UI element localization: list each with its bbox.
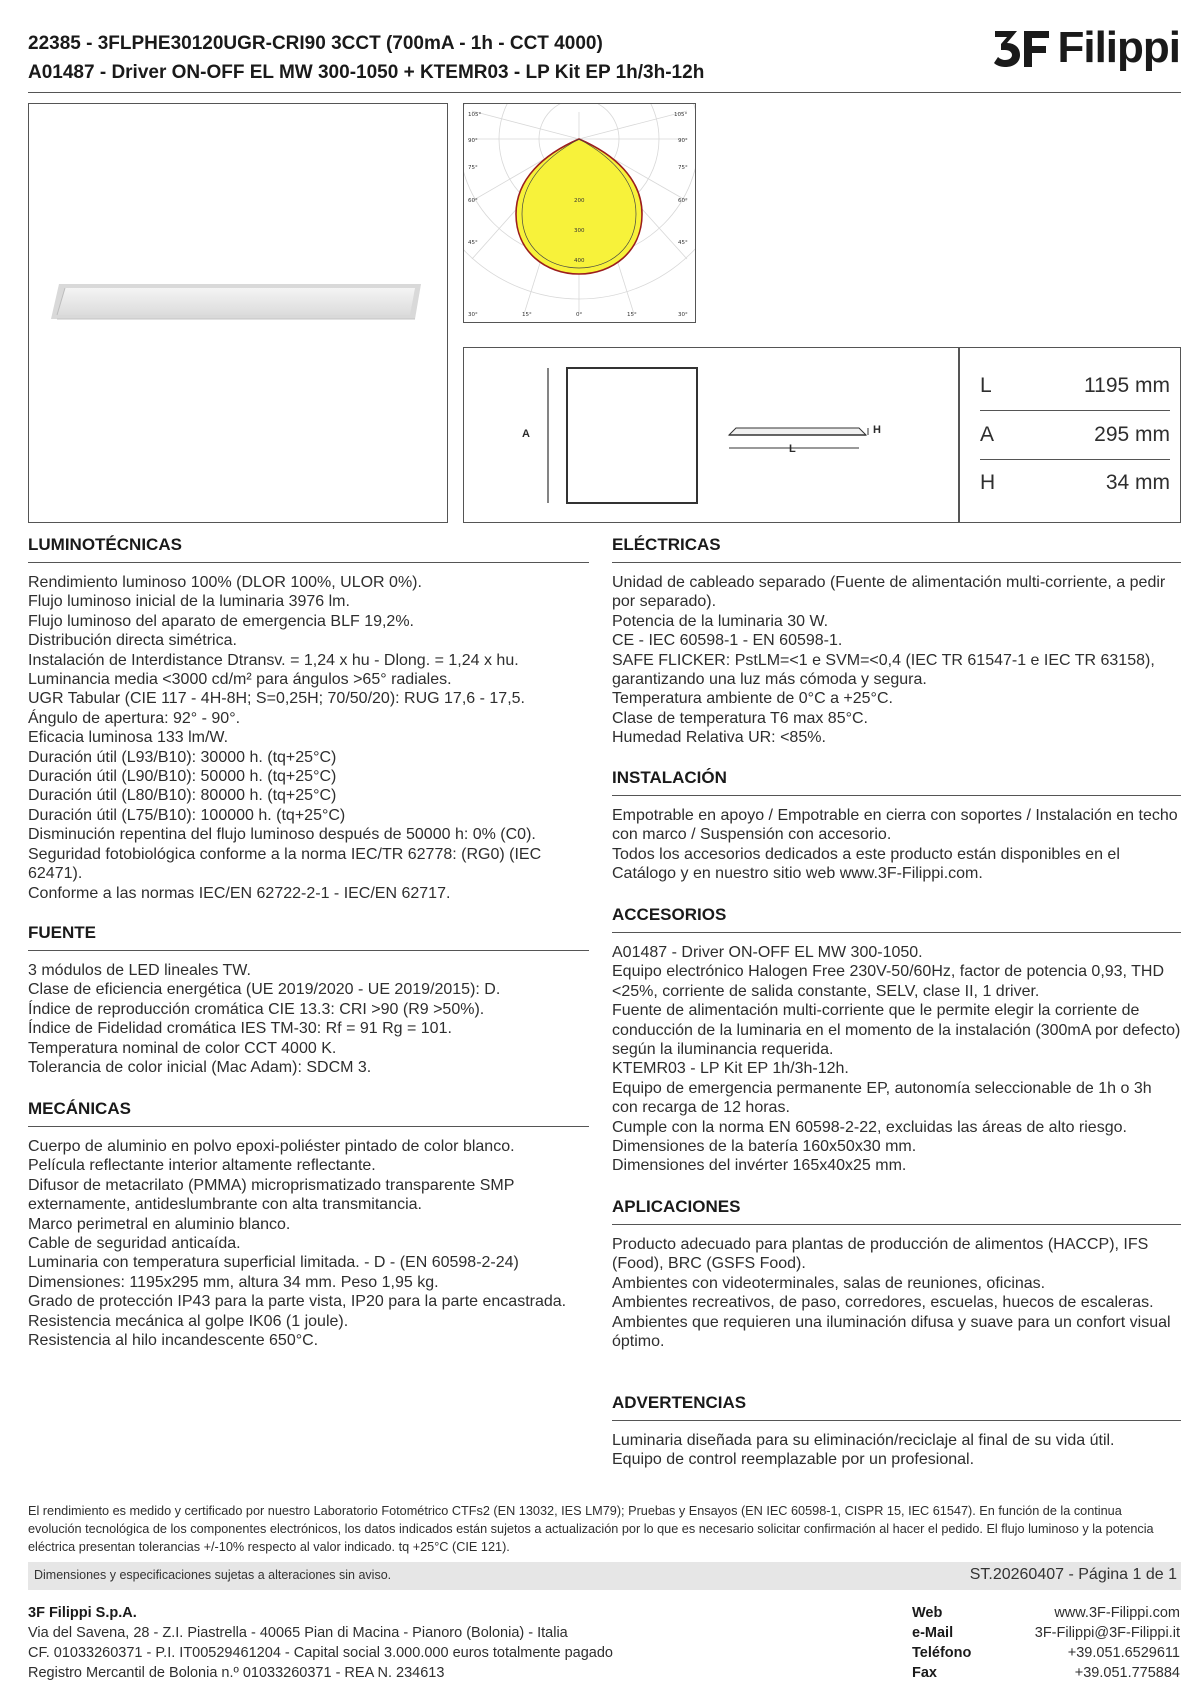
section-rule — [612, 795, 1181, 796]
section-body-instalacion — [612, 806, 1181, 884]
section-body-luminotecnicas — [28, 573, 589, 903]
spec-line: Distribución directa simétrica. — [28, 632, 237, 650]
spec-line: Equipo electrónico Halogen Free 230V-50/60Hz, factor de potencia 0,93, THD <25%, corriente de salida constante, SELV, clase II, 1 driver. — [612, 963, 1165, 1000]
company-address: Via del Savena, 28 - Z.I. Piastrella - 40065 Pian di Macina - Pianoro (Bolonia) - Italia — [28, 1625, 568, 1641]
company-registry: Registro Mercantil de Bolonia n.º 01033260371 - REA N. 234613 — [28, 1665, 445, 1681]
spec-line: Grado de protección IP43 para la parte vista, IP20 para la parte encastrada. — [28, 1293, 567, 1311]
spec-line: Rendimiento luminoso 100% (DLOR 100%, ULOR 0%). — [28, 574, 422, 591]
spec-line: Tolerancia de color inicial (Mac Adam): SDCM 3. — [28, 1059, 372, 1077]
section-body-advertencias — [612, 1431, 1181, 1470]
spec-line: Cable de seguridad anticaída. — [28, 1235, 241, 1253]
contact-label-web: Web — [912, 1605, 943, 1621]
spec-line: Película reflectante interior altamente reflectante. — [28, 1157, 376, 1175]
dim-key: A — [980, 423, 995, 446]
polar-bottom-15r: 15° — [627, 312, 637, 318]
polar-right-75: 75° — [678, 165, 688, 171]
contact-phone: +39.051.6529611 — [1067, 1645, 1180, 1661]
spec-line: Marco perimetral en aluminio blanco. — [28, 1215, 291, 1233]
spec-line: Ángulo de apertura: 92° - 90°. — [28, 709, 241, 727]
spec-line: Eficacia luminosa 133 lm/W. — [28, 729, 229, 747]
spec-line: Flujo luminoso inicial de la luminaria 3976 lm. — [28, 593, 350, 611]
spec-line: Humedad Relativa UR: <85%. — [612, 729, 826, 747]
dim-label-a: A — [522, 428, 530, 440]
spec-line: Unidad de cableado separado (Fuente de alimentación multi-corriente, a pedir por separado). — [612, 574, 1166, 611]
spec-line: Producto adecuado para plantas de producción de alimentos (HACCP), IFS (Food), BRC (GSFS Food). — [612, 1236, 1149, 1273]
polar-curve-diagram — [464, 104, 695, 322]
section-body-fuente — [28, 961, 589, 1077]
section-title-luminotecnicas: LUMINOTÉCNICAS — [28, 535, 182, 554]
spec-line: Potencia de la luminaria 30 W. — [612, 612, 829, 630]
dim-value: 295 mm — [1094, 423, 1170, 446]
contact-email-link[interactable]: 3F-Filippi@3F-Filippi.it — [1034, 1625, 1180, 1641]
contact-label-fax: Fax — [912, 1665, 937, 1681]
page-reference: ST.20260407 - Página 1 de 1 — [969, 1566, 1177, 1583]
spec-line: SAFE FLICKER: PstLM=<1 e SVM=<0,4 (IEC TR 61547-1 e IEC TR 63158), garantizando una luz más cómoda y segura. — [612, 651, 1155, 689]
disclaimer-text: El rendimiento es medido y certificado por nuestro Laboratorio Fotométrico CTFs2 (EN 13032, IES LM79); Pruebas y Ensayos (EN IEC 60598-1, CISPR 15, IEC 61547). En función de la continua evolución tecnológica de los componentes electrónicos, los datos indicados están sujetos a actualización por lo que es necesario solicitar confirmación al hacer el pedido. El flujo luminoso y la potencia eléctrica presentan tolerancias +/-10% respecto al valor indicado. tq +25°C (CIE 121). — [28, 1504, 1154, 1554]
notice-bar — [28, 1562, 1181, 1590]
section-rule — [612, 1420, 1181, 1421]
polar-radial-300: 300 — [574, 228, 585, 234]
contact-fax: +39.051.775884 — [1074, 1665, 1180, 1681]
spec-line: Clase de eficiencia energética (UE 2019/2020 - UE 2019/2015): D. — [28, 981, 501, 999]
spec-line: Duración útil (L80/B10): 80000 h. (tq+25°C) — [28, 787, 337, 805]
section-title-accesorios: ACCESORIOS — [612, 905, 727, 924]
product-image-frame — [28, 103, 448, 523]
spec-line: Empotrable en apoyo / Empotrable en cierra con soportes / Instalación en techo con marco / Suspensión con accesorio. — [612, 807, 1178, 844]
spec-line: Conforme a las normas IEC/EN 62722-2-1 - IEC/EN 62717. — [28, 884, 451, 902]
polar-left-75: 75° — [468, 165, 478, 171]
dim-row-a — [980, 423, 1170, 453]
spec-line: Clase de temperatura T6 max 85°C. — [612, 709, 868, 727]
spec-line: KTEMR03 - LP Kit EP 1h/3h-12h. — [612, 1060, 849, 1078]
polar-bottom-0: 0° — [576, 312, 583, 318]
section-rule — [28, 950, 589, 951]
spec-line: Disminución repentina del flujo luminoso después de 50000 h: 0% (C0). — [28, 826, 536, 844]
contact-label-email: e-Mail — [912, 1625, 954, 1641]
company-name: 3F Filippi S.p.A. — [28, 1605, 137, 1621]
dim-row-h — [980, 471, 1170, 501]
spec-line: Equipo de control reemplazable por un profesional. — [612, 1451, 975, 1469]
spec-line: Dimensiones del invérter 165x40x25 mm. — [612, 1157, 907, 1175]
panel-luminaire-image — [29, 104, 446, 521]
spec-line: Índice de reproducción cromática CIE 13.3: CRI >90 (R9 >50%). — [28, 1000, 485, 1018]
spec-line: Temperatura nominal de color CCT 4000 K. — [28, 1039, 337, 1057]
dim-label-h: H — [873, 424, 881, 436]
spec-line: Fuente de alimentación multi-corriente que le permite elegir la corriente de conducción de la luminaria en el momento de la instalación (300mA por defecto) según la iluminancia requerida. — [612, 1002, 1181, 1059]
spec-line: Temperatura ambiente de 0°C a +25°C. — [612, 690, 893, 708]
polar-radial-400: 400 — [574, 258, 585, 264]
section-rule — [612, 1224, 1181, 1225]
section-rule — [612, 932, 1181, 933]
section-body-accesorios — [612, 943, 1181, 1176]
spec-line: Cumple con la norma EN 60598-2-22, excluidas las áreas de alto riesgo. — [612, 1118, 1127, 1136]
polar-right-105: 105° — [674, 112, 688, 118]
section-rule — [28, 562, 589, 563]
section-body-electricas — [612, 573, 1181, 748]
spec-line: UGR Tabular (CIE 117 - 4H-8H; S=0,25H; 70/50/20): RUG 17,6 - 17,5. — [28, 690, 525, 708]
spec-line: Duración útil (L90/B10): 50000 h. (tq+25°C) — [28, 768, 337, 786]
spec-line: Resistencia mecánica al golpe IK06 (1 joule). — [28, 1312, 349, 1330]
polar-bottom-15l: 15° — [522, 312, 532, 318]
polar-bottom-30l: 30° — [468, 312, 478, 318]
spec-line: Luminaria diseñada para su eliminación/reciclaje al final de su vida útil. — [612, 1432, 1115, 1449]
spec-line: Cuerpo de aluminio en polvo epoxi-poliéster pintado de color blanco. — [28, 1138, 515, 1155]
company-tax-info: CF. 01033260371 - P.I. IT00529461204 - Capital social 3.000.000 euros totalmente pagado — [28, 1645, 613, 1661]
dim-row-rule — [980, 410, 1170, 411]
spec-line: Ambientes que requieren una iluminación difusa y suave para un confort visual óptimo. — [612, 1313, 1171, 1351]
polar-right-45: 45° — [678, 240, 688, 246]
spec-line: Equipo de emergencia permanente EP, autonomía seleccionable de 1h o 3h con recarga de 12 horas. — [612, 1079, 1152, 1117]
spec-line: Dimensiones de la batería 160x50x30 mm. — [612, 1138, 917, 1156]
polar-radial-200: 200 — [574, 198, 585, 204]
spec-line: A01487 - Driver ON-OFF EL MW 300-1050. — [612, 944, 923, 961]
polar-diagram-frame — [463, 103, 696, 323]
spec-line: Ambientes con videoterminales, salas de reuniones, oficinas. — [612, 1274, 1046, 1292]
section-rule — [612, 562, 1181, 563]
section-title-advertencias: ADVERTENCIAS — [612, 1393, 747, 1412]
polar-right-60: 60° — [678, 198, 688, 204]
spec-line: Flujo luminoso del aparato de emergencia BLF 19,2%. — [28, 612, 414, 630]
polar-bottom-30r: 30° — [678, 312, 688, 318]
spec-line: Luminaria con temperatura superficial limitada. - D - (EN 60598-2-24) — [28, 1254, 519, 1272]
spec-line: Duración útil (L75/B10): 100000 h. (tq+25°C) — [28, 806, 346, 824]
spec-line: Dimensiones: 1195x295 mm, altura 34 mm. Peso 1,95 kg. — [28, 1273, 439, 1291]
spec-line: Resistencia al hilo incandescente 650°C. — [28, 1332, 319, 1350]
section-title-electricas: ELÉCTRICAS — [612, 535, 721, 554]
3f-mark-icon — [993, 27, 1051, 69]
polar-right-90: 90° — [678, 138, 688, 144]
dim-table-divider — [958, 348, 960, 522]
contact-web-link[interactable]: www.3F-Filippi.com — [1054, 1605, 1180, 1621]
section-rule — [28, 1126, 589, 1127]
spec-line: CE - IEC 60598-1 - EN 60598-1. — [612, 632, 843, 650]
polar-left-45: 45° — [468, 240, 478, 246]
spec-line: Instalación de Interdistance Dtransv. = 1,24 x hu - Dlong. = 1,24 x hu. — [28, 651, 519, 669]
spec-line: Índice de Fidelidad cromática IES TM-30: Rf = 91 Rg = 101. — [28, 1020, 452, 1038]
spec-line: Luminancia media <3000 cd/m² para ángulos >65° radiales. — [28, 671, 452, 689]
dim-key: L — [980, 374, 992, 397]
spec-line: Seguridad fotobiológica conforme a la norma IEC/TR 62778: (RG0) (IEC 62471). — [28, 845, 542, 883]
section-title-fuente: FUENTE — [28, 923, 96, 942]
polar-left-90: 90° — [468, 138, 478, 144]
spec-line: 3 módulos de LED lineales TW. — [28, 962, 251, 979]
section-title-mecanicas: MECÁNICAS — [28, 1099, 131, 1118]
spec-line: Difusor de metacrilato (PMMA) microprismatizado transparente SMP externamente, antideslumbrante con alta transmitancia. — [28, 1176, 515, 1214]
polar-left-60: 60° — [468, 198, 478, 204]
section-title-instalacion: INSTALACIÓN — [612, 768, 727, 787]
spec-line: Duración útil (L93/B10): 30000 h. (tq+25°C) — [28, 748, 337, 766]
dim-value: 34 mm — [1105, 471, 1170, 494]
polar-left-105: 105° — [468, 112, 482, 118]
contact-label-phone: Teléfono — [912, 1645, 972, 1661]
section-body-aplicaciones — [612, 1235, 1181, 1351]
dim-key: H — [980, 471, 996, 494]
dim-value: 1195 mm — [1084, 374, 1170, 397]
brand-name: Filippi — [1057, 23, 1180, 72]
dim-label-l: L — [789, 443, 796, 455]
product-title: 22385 - 3FLPHE30120UGR-CRI90 3CCT (700mA - 1h - CCT 4000) — [28, 33, 603, 54]
header-rule — [28, 92, 1181, 93]
dim-row-rule — [980, 459, 1170, 460]
section-body-mecanicas — [28, 1137, 589, 1350]
section-title-aplicaciones: APLICACIONES — [612, 1197, 741, 1216]
dim-row-l — [980, 374, 1170, 404]
accessory-title: A01487 - Driver ON-OFF EL MW 300-1050 + KTEMR03 - LP Kit EP 1h/3h-12h — [28, 62, 705, 83]
brand-logo — [993, 23, 1180, 72]
spec-line: Todos los accesorios dedicados a este producto están disponibles en el Catálogo y en nuestro sitio web www.3F-Filippi.com. — [612, 845, 1120, 883]
spec-line: Ambientes recreativos, de paso, corredores, escuelas, huecos de escaleras. — [612, 1294, 1154, 1312]
notice-text: Dimensiones y especificaciones sujetas a alteraciones sin aviso. — [34, 1568, 392, 1582]
